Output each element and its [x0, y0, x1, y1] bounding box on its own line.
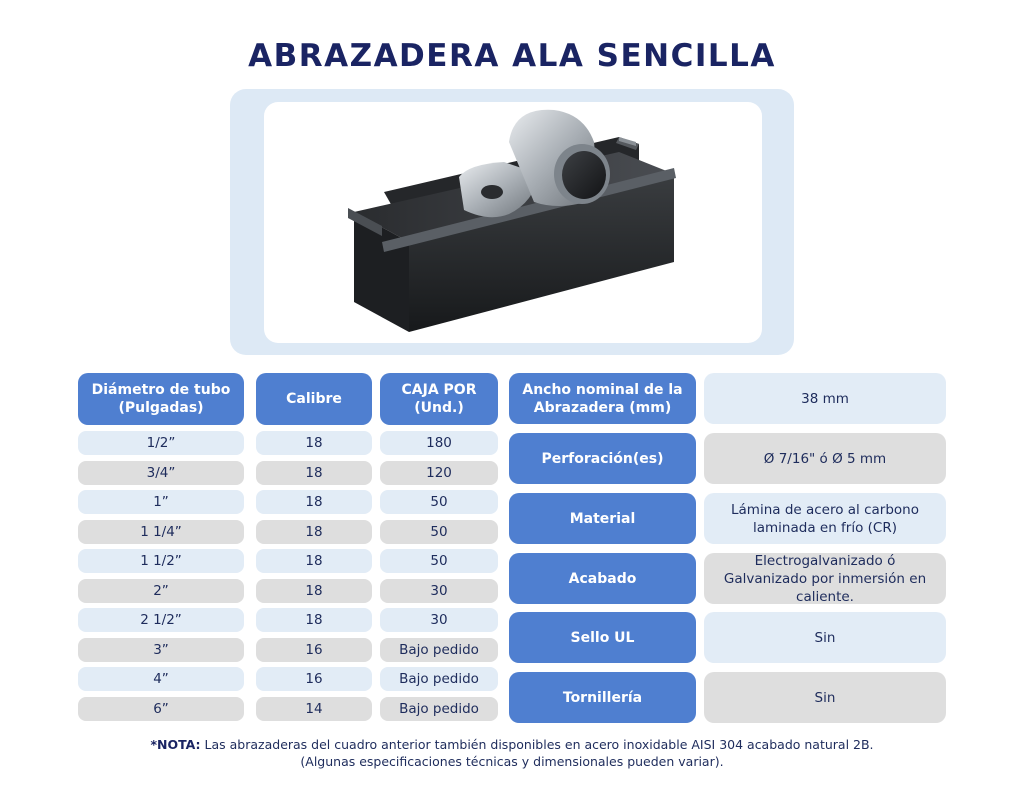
note-line1: Las abrazaderas del cuadro anterior también disponibles en acero inoxidable AISI 304 acabado natural 2B.: [200, 737, 874, 752]
spec-value: Sin: [704, 612, 946, 663]
table-cell-diameter: 2”: [78, 579, 244, 603]
note-line2: (Algunas especificaciones técnicas y dimensionales pueden variar).: [300, 754, 724, 769]
table-cell-diameter: 1”: [78, 490, 244, 514]
footnote: [0, 736, 1024, 770]
spec-value: Electrogalvanizado ó Galvanizado por inmersión en caliente.: [704, 553, 946, 604]
table-cell-diameter: 4”: [78, 667, 244, 691]
table-cell-box: 120: [380, 461, 498, 485]
table-cell-box: 30: [380, 608, 498, 632]
spec-value: Sin: [704, 672, 946, 723]
spec-label: Ancho nominal de la Abrazadera (mm): [509, 373, 696, 424]
pipe-clamp-on-strut-channel-image: [264, 102, 762, 343]
spec-label: Perforación(es): [509, 433, 696, 484]
table-cell-box: 30: [380, 579, 498, 603]
header-box: CAJA POR (Und.): [380, 373, 498, 425]
header-diameter: Diámetro de tubo (Pulgadas): [78, 373, 244, 425]
spec-value: Lámina de acero al carbono laminada en frío (CR): [704, 493, 946, 544]
table-cell-box: 50: [380, 490, 498, 514]
spec-label: Tornillería: [509, 672, 696, 723]
note-prefix: *NOTA:: [150, 737, 201, 752]
spec-value: Ø 7/16" ó Ø 5 mm: [704, 433, 946, 484]
header-gauge: Calibre: [256, 373, 372, 425]
table-cell-gauge: 18: [256, 520, 372, 544]
table-cell-diameter: 2 1/2”: [78, 608, 244, 632]
table-cell-diameter: 1 1/4”: [78, 520, 244, 544]
table-cell-gauge: 18: [256, 461, 372, 485]
table-cell-box: 50: [380, 549, 498, 573]
table-cell-box: Bajo pedido: [380, 638, 498, 662]
table-cell-gauge: 16: [256, 638, 372, 662]
table-cell-diameter: 1/2”: [78, 431, 244, 455]
table-cell-gauge: 18: [256, 549, 372, 573]
table-cell-box: 180: [380, 431, 498, 455]
table-cell-diameter: 3”: [78, 638, 244, 662]
spec-value: 38 mm: [704, 373, 946, 424]
spec-label: Acabado: [509, 553, 696, 604]
table-cell-gauge: 18: [256, 608, 372, 632]
table-cell-gauge: 18: [256, 579, 372, 603]
table-cell-diameter: 1 1/2”: [78, 549, 244, 573]
table-cell-box: Bajo pedido: [380, 697, 498, 721]
table-cell-gauge: 18: [256, 431, 372, 455]
table-cell-diameter: 3/4”: [78, 461, 244, 485]
spec-label: Material: [509, 493, 696, 544]
table-cell-box: 50: [380, 520, 498, 544]
table-cell-gauge: 16: [256, 667, 372, 691]
spec-label: Sello UL: [509, 612, 696, 663]
table-cell-box: Bajo pedido: [380, 667, 498, 691]
table-cell-diameter: 6”: [78, 697, 244, 721]
table-cell-gauge: 14: [256, 697, 372, 721]
table-cell-gauge: 18: [256, 490, 372, 514]
page-title: ABRAZADERA ALA SENCILLA: [248, 38, 776, 74]
